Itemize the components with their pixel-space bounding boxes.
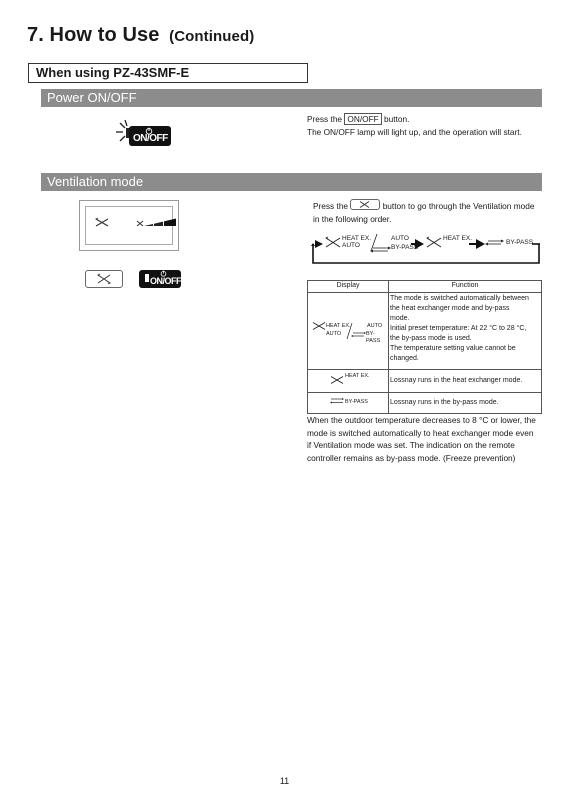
fan-icon bbox=[312, 321, 326, 331]
lamp-indicator bbox=[145, 274, 149, 282]
bypass-arrow-icon bbox=[346, 322, 368, 340]
cell-label-auto-b: AUTO bbox=[367, 323, 383, 329]
section-bar-ventilation: Ventilation mode bbox=[41, 173, 542, 191]
note-line: mode is switched automatically to heat exchanger mode even bbox=[307, 427, 534, 438]
table-header-row bbox=[308, 281, 542, 293]
onoff-button[interactable] bbox=[129, 126, 171, 146]
note-line: if Ventilation mode was set. The indication on the remote bbox=[307, 440, 515, 450]
power-text-line2: The ON/OFF lamp will light up, and the operation will start. bbox=[307, 126, 522, 137]
fan-icon bbox=[358, 200, 371, 209]
function-line: the heat exchanger mode and by-pass bbox=[390, 305, 510, 312]
onoff-button-label: ON/OFF bbox=[133, 133, 168, 144]
function-line: the by-pass mode is used. bbox=[390, 335, 472, 342]
function-line: Lossnay runs in the by-pass mode. bbox=[390, 399, 499, 406]
page-title-suffix: (Continued) bbox=[169, 28, 255, 45]
subsection-heading: When using PZ-43SMF-E bbox=[28, 63, 308, 83]
fan-icon bbox=[96, 273, 112, 285]
small-fan-icon bbox=[136, 220, 144, 227]
flow-label-bypass-2: BY-PASS bbox=[506, 239, 534, 246]
function-line: mode. bbox=[390, 315, 410, 322]
table-row bbox=[308, 393, 542, 414]
flow-label-auto-1: AUTO bbox=[342, 242, 360, 249]
mode-flow-diagram bbox=[311, 232, 545, 266]
ventilation-button[interactable] bbox=[85, 270, 123, 288]
table-header-function: Function bbox=[389, 281, 542, 293]
table-header-display: Display bbox=[308, 281, 389, 293]
bypass-arrow-icon bbox=[329, 397, 345, 405]
power-text-button: ON/OFF bbox=[344, 113, 381, 125]
note-line: When the outdoor temperature decreases to 8 °C or lower, the bbox=[307, 415, 536, 425]
onoff-button-label: ON/OFF bbox=[150, 276, 181, 286]
page-title-main: 7. How to Use bbox=[27, 24, 160, 46]
table-cell-display bbox=[308, 293, 389, 370]
section-bar-power: Power ON/OFF bbox=[41, 89, 542, 107]
flow-label-heat-ex-2: HEAT EX. bbox=[443, 235, 473, 242]
table-cell-function bbox=[389, 293, 542, 370]
remote-lcd-display bbox=[79, 200, 179, 251]
onoff-button-ventilation[interactable] bbox=[139, 270, 181, 288]
fan-speed-bars-icon bbox=[144, 216, 177, 230]
onoff-button-illustration bbox=[112, 119, 172, 149]
cell-label-auto-a: AUTO bbox=[326, 331, 342, 337]
power-text-prefix: Press the bbox=[307, 114, 343, 124]
page-number: 11 bbox=[279, 776, 290, 786]
ventilation-text-prefix: Press the bbox=[313, 201, 349, 211]
function-line: The temperature setting value cannot be bbox=[390, 345, 516, 352]
fan-icon bbox=[330, 375, 344, 385]
table-row bbox=[308, 370, 542, 393]
flow-label-auto-2: AUTO bbox=[391, 235, 409, 242]
power-text-suffix: button. bbox=[384, 114, 410, 124]
table-row bbox=[308, 293, 542, 370]
power-instructions bbox=[307, 113, 547, 138]
flow-label-bypass-1: BY-PASS bbox=[391, 244, 419, 251]
inline-ventilation-button bbox=[350, 199, 380, 210]
fan-icon bbox=[95, 217, 109, 228]
function-line: Initial preset temperature: At 22 °C to 28 °C, bbox=[390, 325, 527, 332]
function-line: The mode is switched automatically between bbox=[390, 295, 529, 302]
cell-label-heat-ex: HEAT EX. bbox=[345, 373, 370, 379]
table-cell-function bbox=[389, 393, 542, 414]
table-cell-display bbox=[308, 393, 389, 414]
ventilation-text-suffix: button to go through the Ventilation mode bbox=[382, 201, 535, 211]
freeze-prevention-note bbox=[307, 414, 547, 464]
flow-label-heat-ex-1: HEAT EX. bbox=[342, 235, 372, 242]
ventilation-text-line2: in the following order. bbox=[313, 213, 392, 224]
page-title bbox=[27, 24, 254, 47]
cell-label-heat-ex: HEAT EX. bbox=[326, 323, 351, 329]
function-line: changed. bbox=[390, 355, 419, 362]
table-cell-function bbox=[389, 370, 542, 393]
function-line: Lossnay runs in the heat exchanger mode. bbox=[390, 377, 523, 384]
note-line: controller remains as by-pass mode. (Freeze prevention) bbox=[307, 452, 516, 463]
table-cell-display bbox=[308, 370, 389, 393]
ventilation-instructions bbox=[313, 199, 548, 225]
cell-label-bypass: BY-PASS bbox=[366, 331, 381, 344]
cell-label-bypass: BY-PASS bbox=[345, 399, 368, 405]
lcd-screen bbox=[85, 206, 173, 245]
mode-function-table bbox=[307, 280, 542, 414]
